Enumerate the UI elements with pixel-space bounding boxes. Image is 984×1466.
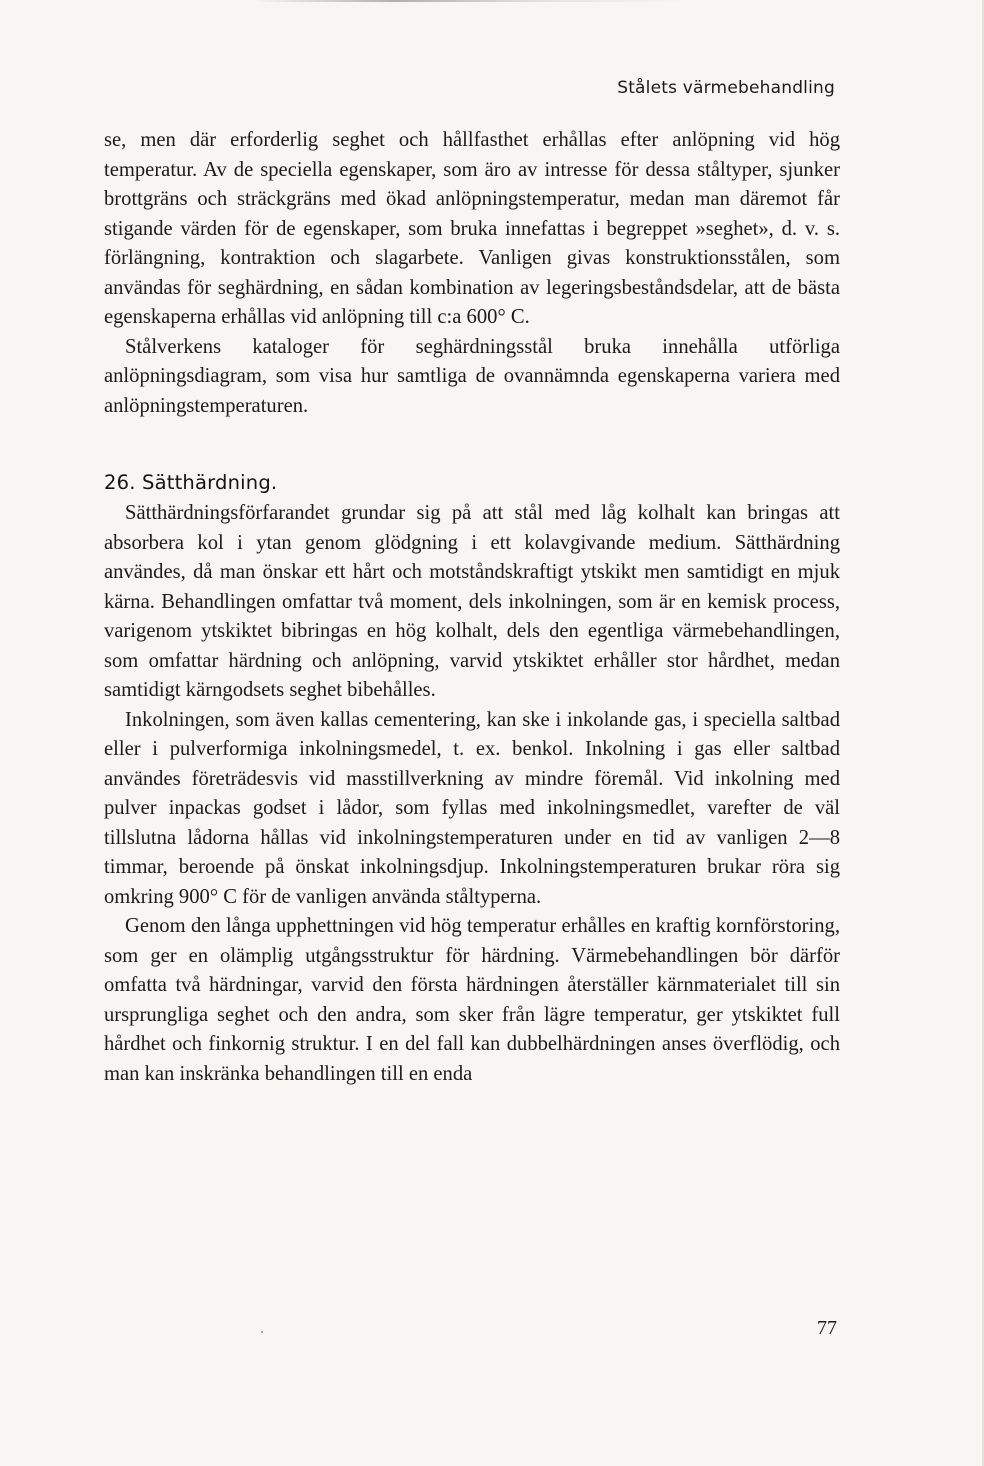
section-heading: 26. Sätthärdning.	[104, 471, 278, 494]
paragraph-2: Stålverkens kataloger för seghärdningsstål bruka innehålla utförliga anlöpningsdiagram, som visa hur samtliga de ovannämnda egenskaperna variera med anlöpningstemperaturen.	[104, 335, 840, 417]
paragraph-1: se, men där erforderlig seghet och hållfasthet erhållas efter anlöpning vid hög temperatur. Av de speciella egenskaper, som äro av intresse för dessa ståltyper, sjunker brottgräns och sträckgräns med ökad anlöpningstemperatur, medan man däremot får stigande värden för de egenskaper, som bruka innefattas i begreppet »seghet», d. v. s. förlängning, kontraktion och slagarbete. Vanligen givas konstruktionsstålen, som användas för seghärdning, en sådan kombination av legeringsbeståndsdelar, att de bästa egenskaperna erhållas vid anlöpning till c:a 600° C.	[104, 129, 840, 328]
page-number: 77	[817, 1317, 837, 1339]
print-speck	[261, 1331, 263, 1333]
scan-edge-mark	[250, 0, 690, 2]
paragraph-5: Genom den långa upphettningen vid hög temperatur erhålles en kraftig kornförstoring, som ger en olämplig utgångsstruktur för härdning. Värmebehandlingen bör därför omfatta två härdningar, varvid den första härdningen återställer kärnmaterialet till sin ursprungliga seghet och den andra, som sker från lägre temperatur, ger ytskiktet full hårdhet och finkornig struktur. I en del fall kan dubbelhärdningen anses överflödig, och man kan inskränka behandlingen till en enda	[104, 915, 840, 1085]
paragraph-4: Inkolningen, som även kallas cementering, kan ske i inkolande gas, i speciella saltbad eller i pulverformiga inkolningsmedel, t. ex. benkol. Inkolning i gas eller saltbad användes företrädesvis vid masstillverkning av mindre föremål. Vid inkolning med pulver inpackas godset i lådor, som fyllas med inkolningsmedlet, varefter de väl tillslutna lådorna hållas vid inkolningstemperaturen under en tid av vanligen 2—8 timmar, beroende på önskat inkolningsdjup. Inkolningstemperaturen brukar röra sig omkring 900° C för de vanligen använda ståltyperna.	[104, 708, 840, 908]
paragraph-3: Sätthärdningsförfarandet grundar sig på att stål med låg kolhalt kan bringas att absorbera kol i ytan genom glödgning i ett kolavgivande medium. Sätthärdning användes, då man önskar ett hårt och motståndskraftigt ytskikt men samtidigt en mjuk kärna. Behandlingen omfattar två moment, dels inkolningen, som är en kemisk process, varigenom ytskiktet bibringas en hög kolhalt, dels den egentliga värmebehandlingen, som omfattar härdning och anlöpning, varvid ytskiktet erhåller stor hårdhet, medan samtidigt kärngodsets seghet bibehålles.	[104, 502, 840, 701]
running-header: Stålets värmebehandling	[617, 78, 835, 98]
body-text	[104, 126, 840, 1089]
